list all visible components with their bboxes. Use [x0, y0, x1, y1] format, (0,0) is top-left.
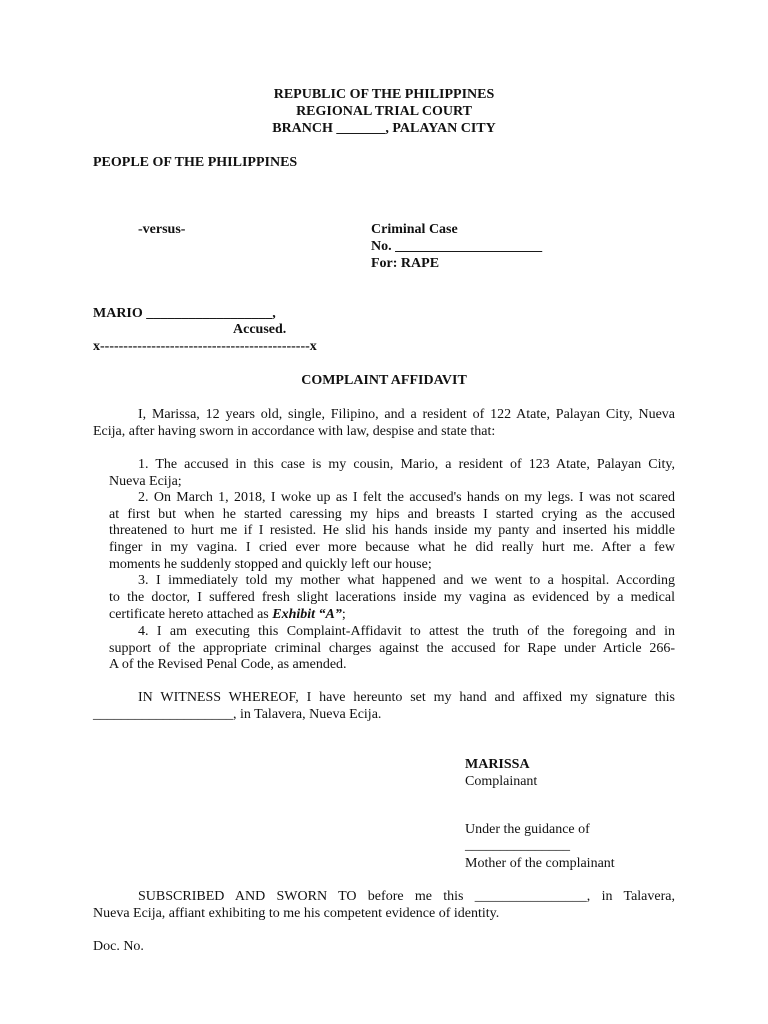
mother-label: Mother of the complainant — [465, 856, 615, 871]
item-3-line-3 — [109, 607, 346, 624]
item-2-line-3: threatened to hurt me if I resisted. He slid his hands inside my panty and inserted his middle — [109, 523, 675, 538]
court-header-court: REGIONAL TRIAL COURT — [296, 104, 472, 119]
item-2-line-4: finger in my vagina. I cried ever more because what he did really hurt me. After a few — [109, 540, 675, 555]
plaintiff-name: PEOPLE OF THE PHILIPPINES — [93, 155, 298, 170]
jurat-line-2: Nueva Ecija, affiant exhibiting to me his competent evidence of identity. — [93, 906, 500, 921]
caption-divider: x---------------------------------------------x — [93, 339, 317, 354]
item-3-line-1: 3. I immediately told my mother what happened and we went to a hospital. According — [138, 573, 675, 588]
intro-line-2: Ecija, after having sworn in accordance with law, despise and state that: — [93, 424, 496, 439]
witness-line-1: IN WITNESS WHEREOF, I have hereunto set my hand and affixed my signature this — [138, 690, 675, 705]
item-2-line-1: 2. On March 1, 2018, I woke up as I felt the accused's hands on my legs. I was not scared — [138, 490, 675, 505]
doc-number-label: Doc. No. — [93, 939, 144, 954]
item-2-line-5: moments he suddenly stopped and quickly left our house; — [109, 557, 432, 572]
item-4-line-1: 4. I am executing this Complaint-Affidavit to attest the truth of the foregoing and in — [138, 624, 675, 639]
intro-line-1: I, Marissa, 12 years old, single, Filipino, and a resident of 122 Atate, Palayan City, Nueva — [138, 407, 675, 422]
item-1-line-1: 1. The accused in this case is my cousin, Mario, a resident of 123 Atate, Palayan City, — [138, 457, 675, 472]
item-4-line-2: support of the appropriate criminal charges against the accused for Rape under Article 266- — [109, 641, 675, 656]
item-1-line-2: Nueva Ecija; — [109, 474, 182, 489]
versus-label: -versus- — [138, 222, 186, 237]
complainant-name: MARISSA — [465, 757, 530, 772]
court-header-branch: BRANCH _______, PALAYAN CITY — [272, 121, 496, 136]
case-number: No. _____________________ — [371, 239, 543, 254]
item-4-line-3: A of the Revised Penal Code, as amended. — [109, 657, 347, 672]
complainant-role: Complainant — [465, 774, 538, 789]
item-3-line-3-text: certificate hereto attached as — [109, 607, 273, 622]
criminal-case-label: Criminal Case — [371, 222, 458, 237]
case-offense: For: RAPE — [371, 256, 440, 271]
exhibit-a-reference: Exhibit “A” — [272, 607, 342, 622]
guidance-label: Under the guidance of — [465, 822, 590, 837]
jurat-line-1: SUBSCRIBED AND SWORN TO before me this ________________, in Talavera, — [138, 889, 675, 904]
document-title: COMPLAINT AFFIDAVIT — [301, 373, 467, 388]
mother-signature-line: _______________ — [465, 838, 570, 853]
accused-label: Accused. — [233, 322, 287, 337]
accused-name: MARIO __________________, — [93, 306, 276, 321]
item-3-line-2: to the doctor, I suffered fresh slight lacerations inside my vagina as evidenced by a medical — [109, 590, 675, 605]
item-3-line-3-end: ; — [341, 607, 346, 622]
witness-line-2: ____________________, in Talavera, Nueva Ecija. — [93, 707, 382, 722]
item-2-line-2: at first but when he started caressing my hips and breasts I started crying as the accused — [109, 507, 675, 522]
court-header-republic: REPUBLIC OF THE PHILIPPINES — [273, 87, 495, 102]
